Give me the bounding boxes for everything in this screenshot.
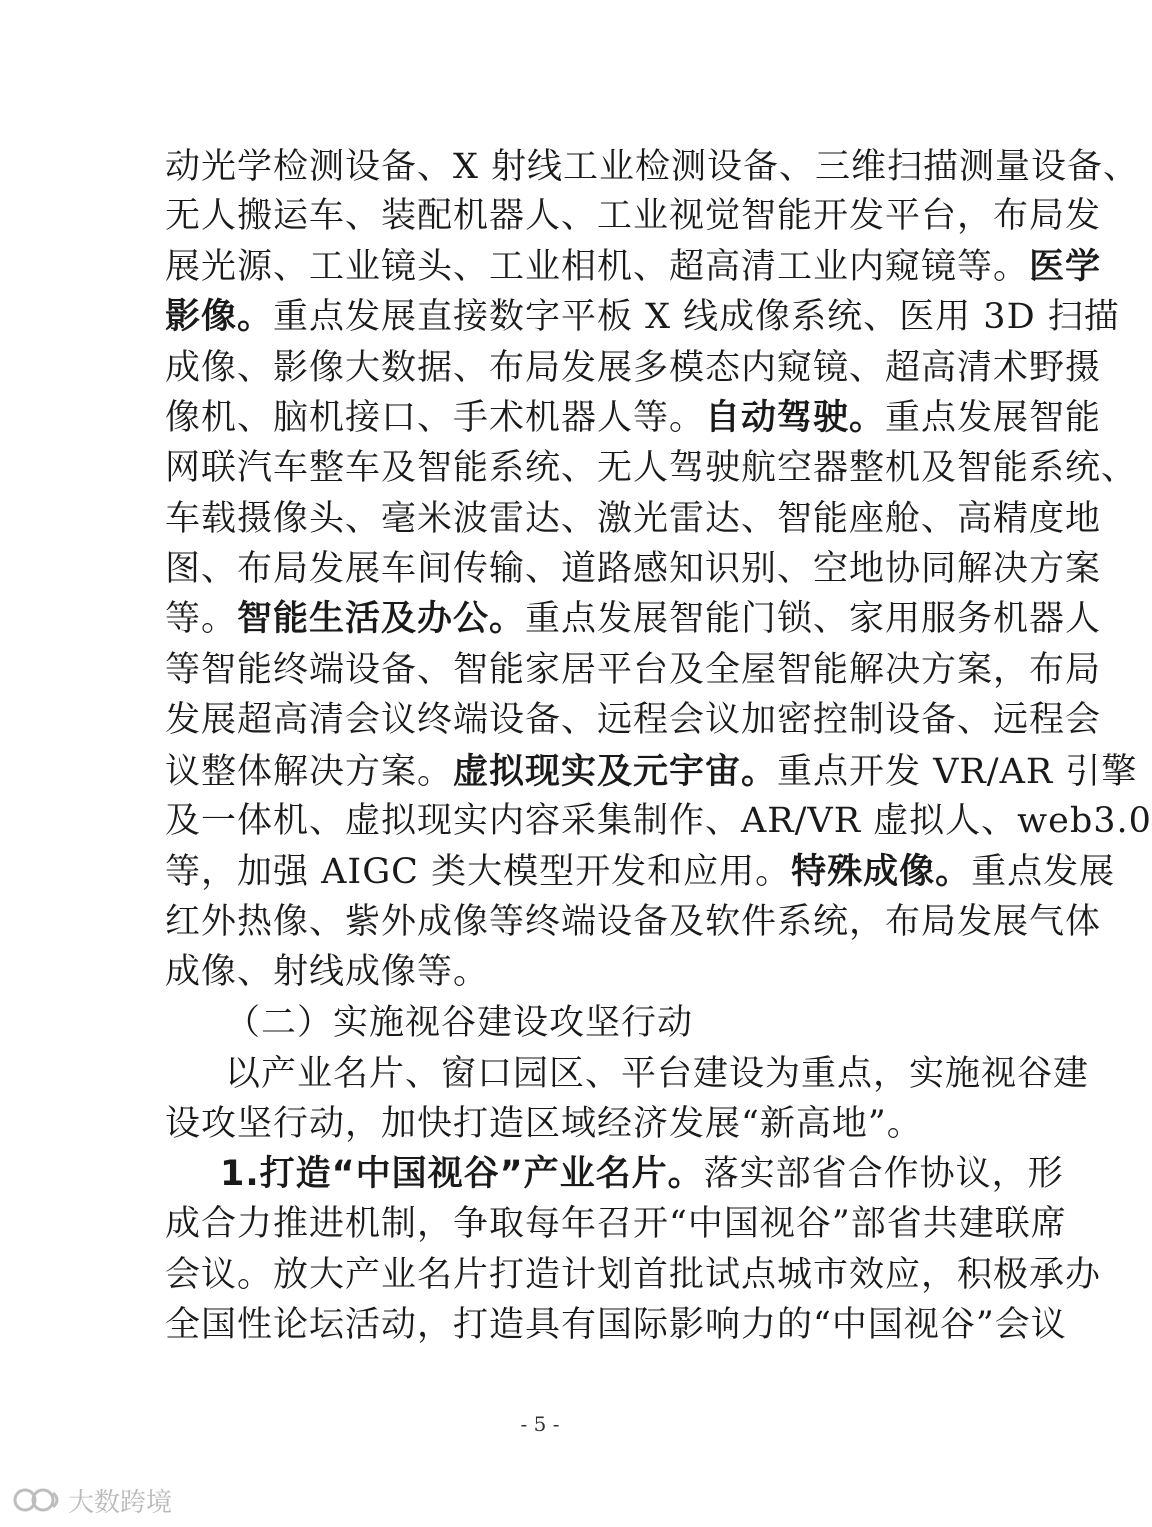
body-text-segment: 无人搬运车、装配机器人、工业视觉智能开发平台，布局发 (165, 196, 1102, 236)
page-number: - 5 - (520, 1412, 560, 1436)
text-line (165, 1305, 1067, 1345)
body-text-segment: 发展超高清会议终端设备、远程会议加密控制设备、远程会 (165, 700, 1102, 740)
body-text-segment: 等。 (165, 599, 238, 639)
body-text-segment: 展光源、工业镜头、工业相机、超高清工业内窥镜等。 (165, 247, 1030, 287)
bold-heading-text: 虚拟现实及元宇宙。 (453, 752, 778, 792)
body-text-segment: 重点发展智能 (885, 398, 1102, 438)
text-line (165, 650, 1101, 690)
body-text-segment: 等，加强 AIGC 类大模型开发和应用。 (165, 852, 792, 892)
watermark-logo-icon (12, 1483, 64, 1517)
body-text-segment: 落实部省合作协议，形 (703, 1154, 1064, 1194)
text-line (220, 1154, 1064, 1194)
text-line (165, 801, 1152, 841)
body-text-segment: 重点发展 (971, 852, 1116, 892)
text-line (165, 196, 1101, 236)
text-line (165, 1255, 1101, 1295)
body-text-segment: 全国性论坛活动，打造具有国际影响力的“中国视谷”会议 (165, 1305, 1067, 1345)
body-text-segment: 图、布局发展车间传输、道路感知识别、空地协同解决方案 (165, 549, 1102, 589)
bold-heading-text: 影像。 (165, 297, 274, 337)
text-line (165, 902, 1101, 942)
body-text-segment: 重点发展直接数字平板 X 线成像系统、医用 3D 扫描 (273, 297, 1120, 337)
body-text-segment: 及一体机、虚拟现实内容采集制作、AR/VR 虚拟人、web3.0 (165, 801, 1152, 841)
body-text-segment: 议整体解决方案。 (165, 752, 454, 792)
bold-heading-text: 特殊成像。 (791, 852, 972, 892)
body-text-segment: 重点发展智能门锁、家用服务机器人 (525, 599, 1102, 639)
text-line (165, 952, 489, 992)
text-line (165, 448, 1137, 488)
body-text-segment: 成像、射线成像等。 (165, 952, 490, 992)
watermark (12, 1480, 172, 1520)
bold-heading-text: 自动驾驶。 (705, 398, 886, 438)
text-line (165, 348, 1101, 388)
text-line (165, 499, 1101, 539)
body-text-segment: 网联汽车整车及智能系统、无人驾驶航空器整机及智能系统、 (165, 448, 1138, 488)
body-text-segment: 动光学检测设备、X 射线工业检测设备、三维扫描测量设备、 (165, 147, 1140, 187)
text-line (165, 247, 1101, 287)
bold-heading-text: 医学 (1029, 247, 1102, 287)
text-line (165, 599, 1101, 639)
body-text-segment: 等智能终端设备、智能家居平台及全屋智能解决方案，布局 (165, 650, 1102, 690)
bold-heading-text: 1.打造“中国视谷”产业名片。 (220, 1154, 704, 1194)
watermark-text: 大数跨境 (68, 1487, 173, 1518)
body-text-segment: 设攻坚行动，加快打造区域经济发展“新高地”。 (165, 1104, 923, 1144)
text-line (165, 700, 1101, 740)
body-text-segment: 重点开发 VR/AR 引擎 (777, 752, 1138, 792)
text-line (165, 549, 1101, 589)
text-line (165, 1204, 1067, 1244)
body-text-segment: 红外热像、紫外成像等终端设备及软件系统，布局发展气体 (165, 902, 1102, 942)
body-text-segment: 车载摄像头、毫米波雷达、激光雷达、智能座舱、高精度地 (165, 499, 1102, 539)
text-line (165, 398, 1101, 438)
bold-heading-text: 智能生活及办公。 (237, 599, 526, 639)
body-text-segment: （二）实施视谷建设攻坚行动 (225, 1003, 694, 1043)
body-text-segment: 以产业名片、窗口园区、平台建设为重点，实施视谷建 (225, 1054, 1090, 1094)
text-line (165, 752, 1137, 792)
body-text-segment: 成合力推进机制，争取每年召开“中国视谷”部省共建联席 (165, 1204, 1067, 1244)
text-line (165, 1104, 923, 1144)
text-line (165, 852, 1115, 892)
body-text-segment: 成像、影像大数据、布局发展多模态内窥镜、超高清术野摄 (165, 348, 1102, 388)
text-line (225, 1054, 1089, 1094)
body-text-segment: 会议。放大产业名片打造计划首批试点城市效应，积极承办 (165, 1255, 1102, 1295)
text-line (165, 297, 1120, 337)
text-line (225, 1003, 693, 1043)
body-text-segment: 像机、脑机接口、手术机器人等。 (165, 398, 706, 438)
text-line (165, 147, 1139, 187)
